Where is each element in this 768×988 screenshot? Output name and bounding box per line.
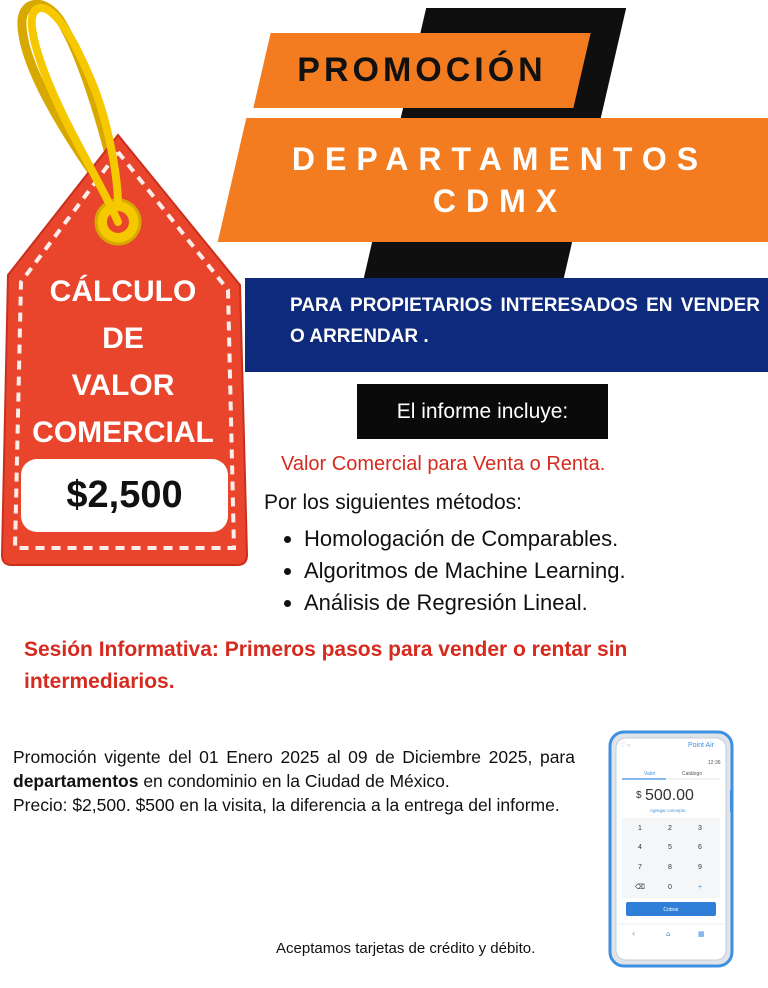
pos-key[interactable]: 0 <box>668 884 672 891</box>
tag-line-4: COMERCIAL <box>32 416 214 449</box>
method-item: • Algoritmos de Machine Learning. <box>304 555 626 587</box>
promo-validity-text: Promoción vigente del 01 Enero 2025 al 09 de Diciembre 2025, para <box>13 747 575 767</box>
pos-key[interactable]: 1 <box>638 825 642 832</box>
methods-title: Por los siguientes métodos: <box>264 491 522 514</box>
tag-title <box>12 268 234 456</box>
pos-key[interactable]: 3 <box>698 825 702 832</box>
method-item: • Homologación de Comparables. <box>304 523 626 555</box>
promo-validity-bold: departamentos <box>13 771 139 791</box>
audience-text: PARA PROPIETARIOS INTERESADOS EN VENDER O ARRENDAR . <box>290 295 760 347</box>
dept-banner-line-1: DEPARTAMENTOS <box>291 141 709 177</box>
pos-device <box>608 730 734 968</box>
cards-note: Aceptamos tarjetas de crédito y débito. <box>276 940 536 957</box>
pos-key[interactable]: 8 <box>668 864 672 871</box>
promo-details <box>13 745 575 817</box>
dept-banner-text <box>240 120 760 240</box>
valor-line: Valor Comercial para Venta o Renta. <box>281 453 606 475</box>
method-item: • Análisis de Regresión Lineal. <box>304 587 626 619</box>
pos-tab-catalogo[interactable]: Catálogo <box>682 771 703 777</box>
promo-price: Precio: $2,500. $500 en la visita, la diferencia a la entrega del informe. <box>13 795 560 815</box>
pos-key[interactable]: 7 <box>638 864 642 871</box>
methods-list <box>278 523 626 619</box>
home-icon[interactable]: ⌂ <box>666 930 671 938</box>
promo-banner-text: PROMOCIÓN <box>297 51 547 89</box>
pos-time: 12:36 <box>708 760 721 766</box>
tag-line-2: DE <box>102 322 144 355</box>
svg-text:♡ ○: ♡ ○ <box>620 743 631 749</box>
pos-key[interactable]: 6 <box>698 844 702 851</box>
pos-key[interactable]: 9 <box>698 864 702 871</box>
pos-tab-valor[interactable]: Valor <box>644 771 656 777</box>
pos-key[interactable]: 5 <box>668 844 672 851</box>
tag-price: $2,500 <box>21 459 228 532</box>
promo-validity-text-2: en condominio en la Ciudad de México. <box>138 771 450 791</box>
pos-add-desc[interactable]: Agregar concepto <box>650 808 686 813</box>
informe-label: El informe incluye: <box>357 384 608 439</box>
session-heading: Sesión Informativa: Primeros pasos para vender o rentar sin intermediarios. <box>24 638 628 693</box>
pos-key[interactable]: ⌫ <box>635 884 645 891</box>
pos-key[interactable]: 4 <box>638 844 642 851</box>
pos-charge-label: Cobrar <box>663 907 679 913</box>
pos-amount: 500.00 <box>645 787 694 804</box>
dept-banner-line-2: CDMX <box>432 183 568 219</box>
pos-key[interactable]: + <box>697 884 703 891</box>
pos-brand: Point Air <box>688 742 715 749</box>
back-icon[interactable]: ‹ <box>632 929 636 938</box>
pos-key[interactable]: 2 <box>668 825 672 832</box>
pos-currency: $ <box>636 790 642 801</box>
tag-line-3: VALOR <box>71 369 175 402</box>
promo-validity <box>13 745 575 793</box>
apps-icon[interactable]: ▦ <box>698 930 705 938</box>
tag-line-1: CÁLCULO <box>49 275 197 308</box>
